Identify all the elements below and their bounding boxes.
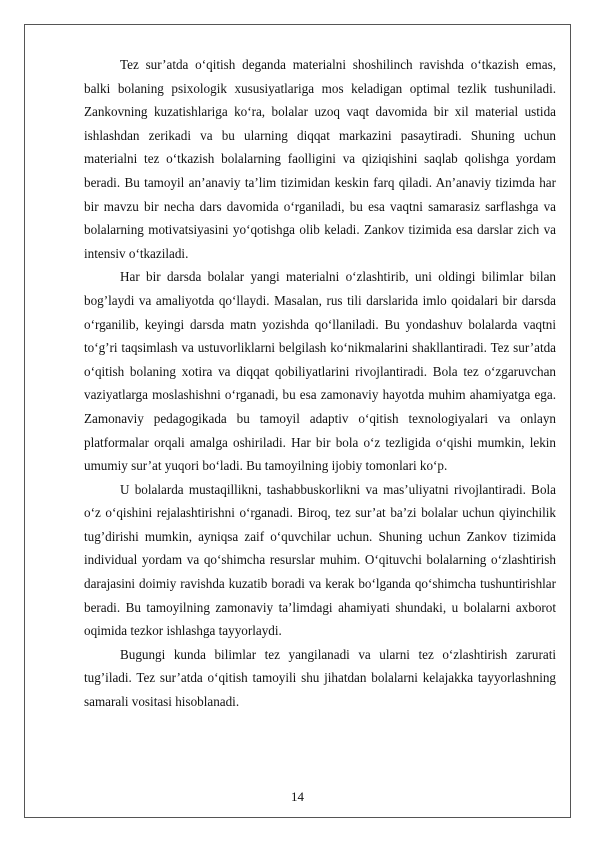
body-text bbox=[84, 53, 556, 714]
page-number: 14 bbox=[291, 789, 304, 804]
paragraph-4: Bugungi kunda bilimlar tez yangilanadi va ularni tez o‘zlashtirish zarurati tug’iladi. Tez sur’atda o‘qitish tamoyili shu jihatdan bolalarni kelajakka tayyorlashning samarali vositasi hisoblanadi. bbox=[84, 646, 556, 710]
paragraph-2: Har bir darsda bolalar yangi materialni o‘zlashtirib, uni oldingi bilimlar bilan bog’laydi va amaliyotda qo‘llaydi. Masalan, rus tili darslarida imlo qoidalari bir darsda o‘rganilib, keyingi darsda matn yozishda qo‘llaniladi. Bu yondashuv bolalarda vaqtni to‘g’ri taqsimlash va ustuvorliklarni belgilash ko‘nikmalarini shakllantiradi. Tez sur’atda o‘qitish bolaning xotira va diqqat qobiliyatlarini rivojlantiradi. Bola tez o‘zgaruvchan vaziyatlarga moslashishni o‘rganadi, bu esa zamonaviy hayotda muhim ahamiyatga ega. Zamonaviy pedagogikada bu tamoyil adaptiv o‘qitish texnologiyalari va onlayn platformalar orqali amalga oshiriladi. Har bir bola o‘z tezligida o‘qishi mumkin, lekin umumiy sur’at yuqori bo‘ladi. Bu tamoyilning ijobiy tomonlari ko‘p. bbox=[84, 269, 556, 474]
paragraph-3: U bolalarda mustaqillikni, tashabbuskorlikni va mas’uliyatni rivojlantiradi. Bola o‘z o‘qishini rejalashtirishni o‘rganadi. Biroq, tez sur’at ba’zi bolalar uchun qiyinchilik tug’dirishi mumkin, ayniqsa zaif o‘quvchilar uchun. Shuning uchun Zankov tizimida individual yordam va qo‘shimcha resurslar muhim. O‘qituvchi bolalarning o‘zlashtirish darajasini doimiy ravishda kuzatib boradi va kerak bo‘lganda qo‘shimcha tushuntirishlar beradi. Bu tamoyilning zamonaviy ta’limdagi ahamiyati shundaki, u bolalarni axborot oqimida tezkor ishlashga tayyorlaydi. bbox=[84, 481, 556, 639]
paragraph-1: Tez sur’atda o‘qitish deganda materialni shoshilinch ravishda o‘tkazish emas, balki bolaning psixologik xususiyatlariga mos keladigan optimal tezlik tushuniladi. Zankovning kuzatishlariga ko‘ra, bolalar uzoq vaqt davomida bir xil material ustida ishlashdan zerikadi va bu ularning diqqat markazini pasaytiradi. Shuning uchun materialni tez o‘tkazish bolalarning faolligini va qiziqishini saqlab qolishga yordam beradi. Bu tamoyil an’anaviy ta’lim tizimidan keskin farq qiladi. An’anaviy tizimda har bir mavzu bir necha dars davomida o‘rganiladi, bu esa vaqtni samarasiz sarflashga va bolalarning motivatsiyasini yo‘qotishga olib keladi. Zankov tizimida esa darslar zich va intensiv o‘tkaziladi. bbox=[84, 57, 556, 261]
